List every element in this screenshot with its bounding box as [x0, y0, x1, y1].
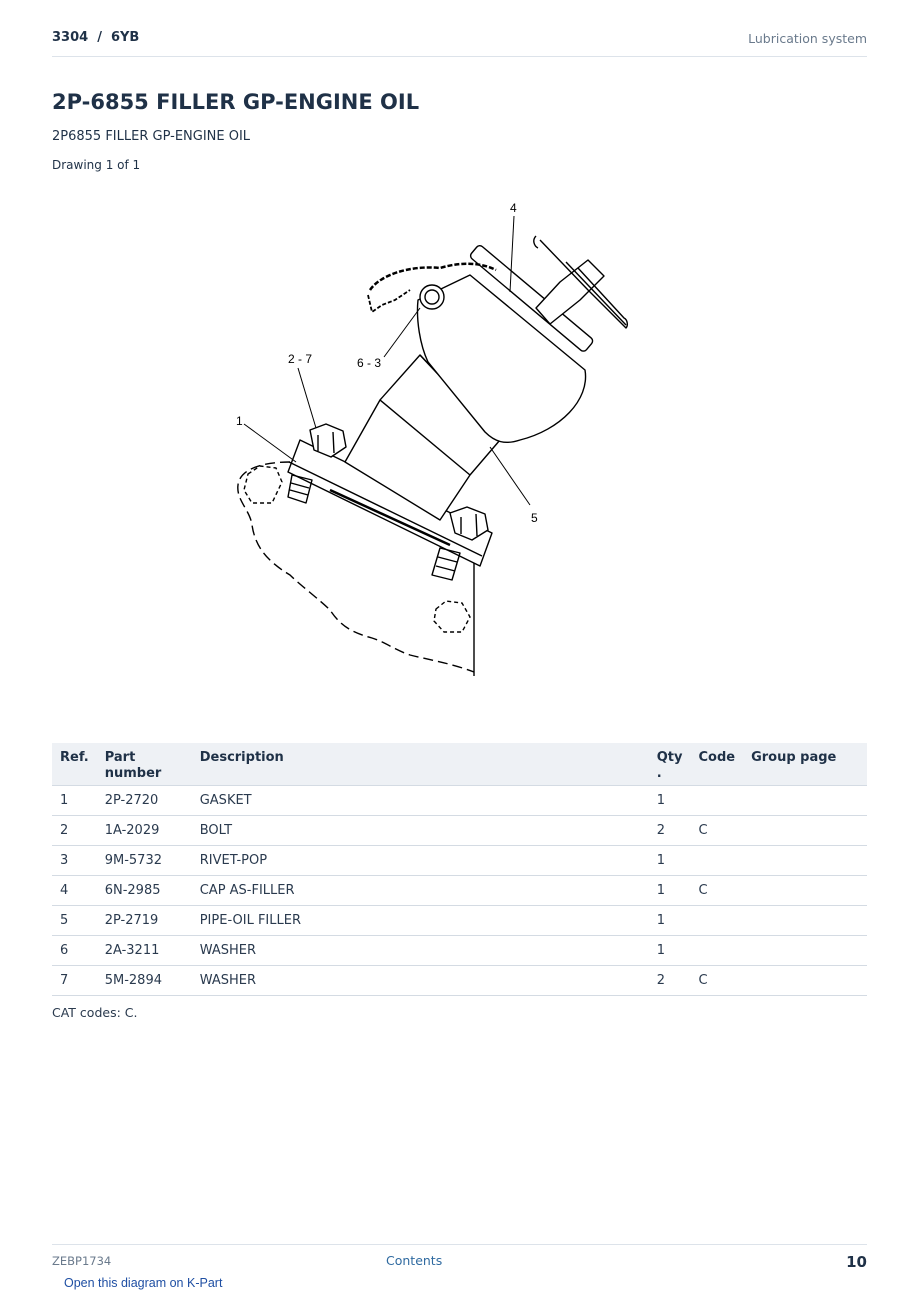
header-part-number: Part number — [97, 743, 192, 785]
leader-6-3 — [384, 308, 420, 357]
header-code: Code — [690, 743, 743, 785]
cell-code — [690, 935, 743, 965]
page-title: 2P-6855 FILLER GP-ENGINE OIL — [52, 90, 420, 114]
parts-diagram — [230, 196, 650, 706]
cell-ref: 1 — [52, 785, 97, 815]
cat-codes-note: CAT codes: C. — [52, 1005, 138, 1020]
bolt-thread-1 — [288, 475, 312, 503]
table-row — [52, 905, 867, 935]
cell-part-number: 2P-2720 — [97, 785, 192, 815]
leader-1 — [244, 424, 296, 462]
cell-qty: 1 — [649, 845, 691, 875]
header-ref: Ref. — [52, 743, 97, 785]
breadcrumb-separator: / — [97, 30, 102, 45]
cell-part-number: 9M-5732 — [97, 845, 192, 875]
cell-group-page — [743, 875, 867, 905]
cell-qty: 1 — [649, 905, 691, 935]
parts-table — [52, 743, 867, 996]
leader-5 — [490, 447, 530, 505]
cell-group-page — [743, 935, 867, 965]
cell-code: C — [690, 875, 743, 905]
header-qty: Qty . — [649, 743, 691, 785]
table-row — [52, 875, 867, 905]
callout-2-7: 2 - 7 — [288, 352, 313, 366]
open-in-kpart-link[interactable]: Open this diagram on K-Part — [64, 1276, 223, 1290]
cell-part-number: 2A-3211 — [97, 935, 192, 965]
cell-group-page — [743, 815, 867, 845]
cell-group-page — [743, 905, 867, 935]
callout-4: 4 — [510, 201, 517, 215]
cell-ref: 4 — [52, 875, 97, 905]
cell-description: PIPE-OIL FILLER — [192, 905, 649, 935]
cell-description: GASKET — [192, 785, 649, 815]
cell-qty: 2 — [649, 965, 691, 995]
cell-description: RIVET-POP — [192, 845, 649, 875]
cell-description: WASHER — [192, 935, 649, 965]
cell-group-page — [743, 965, 867, 995]
page-footer — [52, 1244, 867, 1275]
page-subtitle: 2P6855 FILLER GP-ENGINE OIL — [52, 129, 251, 144]
cell-part-number: 1A-2029 — [97, 815, 192, 845]
cell-description: WASHER — [192, 965, 649, 995]
cell-part-number: 5M-2894 — [97, 965, 192, 995]
table-header-row — [52, 743, 867, 785]
cell-code — [690, 845, 743, 875]
cell-code — [690, 785, 743, 815]
leader-2-7 — [298, 368, 316, 428]
cell-part-number: 6N-2985 — [97, 875, 192, 905]
section-name: Lubrication system — [748, 31, 867, 46]
contents-link[interactable]: Contents — [386, 1253, 443, 1268]
callout-6-3: 6 - 3 — [357, 356, 382, 370]
table-row — [52, 935, 867, 965]
header-group-page: Group page — [743, 743, 867, 785]
engine-hex-1 — [244, 466, 282, 503]
document-id: ZEBP1734 — [52, 1254, 112, 1268]
model-number: 3304 — [52, 30, 89, 45]
cell-code: C — [690, 965, 743, 995]
cell-group-page — [743, 785, 867, 815]
cell-description: CAP AS-FILLER — [192, 875, 649, 905]
cell-qty: 1 — [649, 785, 691, 815]
drawing-count: Drawing 1 of 1 — [52, 158, 141, 172]
cell-ref: 5 — [52, 905, 97, 935]
table-row — [52, 965, 867, 995]
page-header — [52, 28, 867, 57]
table-row — [52, 815, 867, 845]
callout-1: 1 — [236, 414, 243, 428]
callout-5: 5 — [531, 511, 538, 525]
engine-hex-2 — [434, 601, 470, 632]
cell-ref: 2 — [52, 815, 97, 845]
serial-prefix: 6YB — [110, 30, 140, 45]
header-description: Description — [192, 743, 649, 785]
cell-qty: 2 — [649, 815, 691, 845]
cell-description: BOLT — [192, 815, 649, 845]
cell-part-number: 2P-2719 — [97, 905, 192, 935]
cap-ring — [420, 285, 444, 309]
table-row — [52, 785, 867, 815]
cell-ref: 6 — [52, 935, 97, 965]
breadcrumb — [52, 30, 139, 45]
cell-qty: 1 — [649, 875, 691, 905]
cell-group-page — [743, 845, 867, 875]
cell-code: C — [690, 815, 743, 845]
page-number: 10 — [846, 1253, 867, 1271]
cell-qty: 1 — [649, 935, 691, 965]
cell-code — [690, 905, 743, 935]
cell-ref: 3 — [52, 845, 97, 875]
cell-ref: 7 — [52, 965, 97, 995]
table-row — [52, 845, 867, 875]
